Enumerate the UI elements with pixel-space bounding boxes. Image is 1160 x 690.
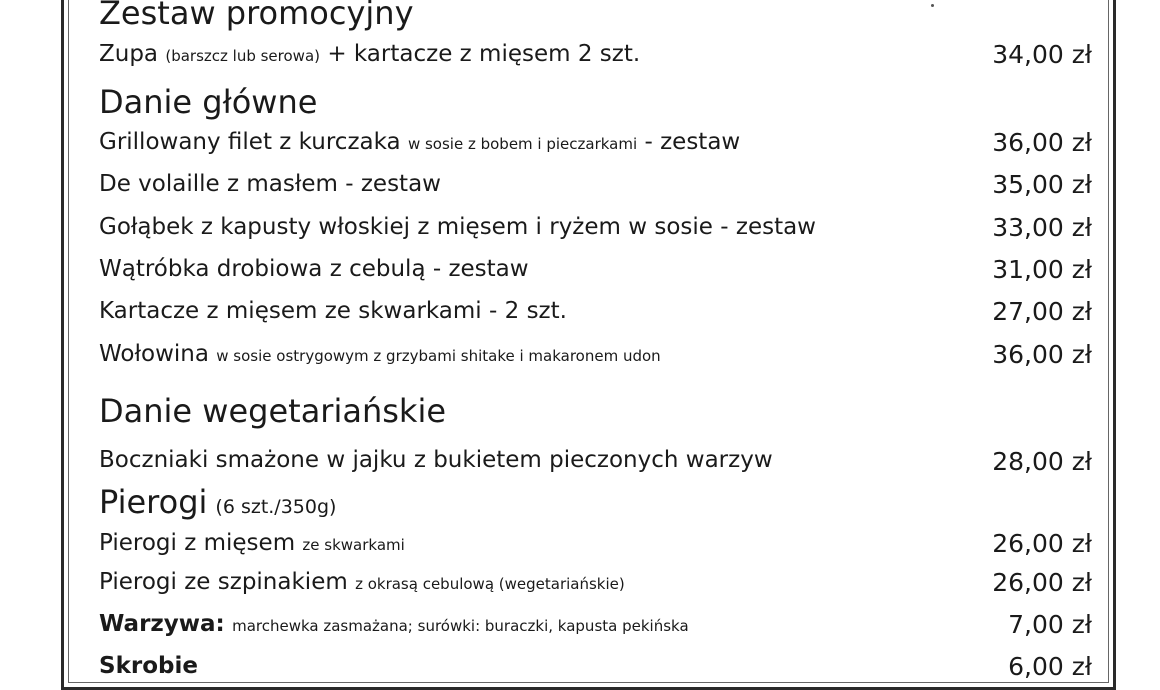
item-name: De volaille z masłem - zestaw <box>99 171 441 197</box>
item-name: Wątróbka drobiowa z cebulą - zestaw <box>99 256 529 282</box>
section-heading-promo: Zestaw promocyjny <box>99 0 414 32</box>
item-name: Grillowany filet z kurczaka <box>99 129 401 155</box>
price-main-4: 31,00 zł <box>992 255 1092 284</box>
menu-item-main-6 <box>99 343 661 366</box>
price-vege-1: 28,00 zł <box>992 447 1092 476</box>
item-note: z okrasą cebulową (wegetariańskie) <box>355 575 625 593</box>
item-name: Skrobie <box>99 653 198 679</box>
pierogi-heading-title: Pierogi <box>99 483 208 521</box>
item-rest: - zestaw <box>644 129 741 155</box>
item-note: marchewka zasmażana; surówki: buraczki, kapusta pekińska <box>232 617 689 635</box>
price-main-2: 35,00 zł <box>992 170 1092 199</box>
print-speck <box>931 4 934 7</box>
item-note: (barszcz lub serowa) <box>165 47 320 65</box>
menu-item-main-4 <box>99 258 529 281</box>
menu-item-promo-1 <box>99 43 640 66</box>
section-heading-pierogi <box>99 483 337 521</box>
menu-item-extras-1 <box>99 613 689 636</box>
item-note: w sosie ostrygowym z grzybami shitake i makaronem udon <box>216 347 661 365</box>
item-name: Pierogi ze szpinakiem <box>99 569 348 595</box>
item-note: ze skwarkami <box>302 536 405 554</box>
price-extras-1: 7,00 zł <box>1008 610 1092 639</box>
price-main-3: 33,00 zł <box>992 213 1092 242</box>
item-name: Boczniaki smażone w jajku z bukietem pieczonych warzyw <box>99 447 773 473</box>
section-heading-main: Danie główne <box>99 83 318 121</box>
item-name: Pierogi z mięsem <box>99 530 296 556</box>
item-name: Warzywa: <box>99 611 225 637</box>
menu-item-main-2 <box>99 173 441 196</box>
price-main-1: 36,00 zł <box>992 128 1092 157</box>
price-pierogi-2: 26,00 zł <box>992 568 1092 597</box>
price-main-6: 36,00 zł <box>992 340 1092 369</box>
menu-item-main-1 <box>99 131 740 154</box>
menu-item-extras-2 <box>99 655 198 678</box>
item-name: Zupa <box>99 41 159 67</box>
menu-item-main-5 <box>99 300 567 323</box>
menu-item-main-3 <box>99 216 816 239</box>
price-pierogi-1: 26,00 zł <box>992 529 1092 558</box>
menu-item-pierogi-1 <box>99 532 405 555</box>
item-name: Kartacze z mięsem ze skwarkami - 2 szt. <box>99 298 567 324</box>
price-extras-2: 6,00 zł <box>1008 652 1092 681</box>
section-heading-vege: Danie wegetariańskie <box>99 392 447 430</box>
item-rest: + kartacze z mięsem 2 szt. <box>327 41 641 67</box>
item-name: Gołąbek z kapusty włoskiej z mięsem i ryżem w sosie - zestaw <box>99 214 816 240</box>
menu-item-vege-1 <box>99 449 773 472</box>
item-note: w sosie z bobem i pieczarkami <box>407 135 638 153</box>
pierogi-heading-note: (6 szt./350g) <box>215 496 337 518</box>
item-name: Wołowina <box>99 341 209 367</box>
price-main-5: 27,00 zł <box>992 297 1092 326</box>
menu-item-pierogi-2 <box>99 571 625 594</box>
price-promo-1: 34,00 zł <box>992 40 1092 69</box>
